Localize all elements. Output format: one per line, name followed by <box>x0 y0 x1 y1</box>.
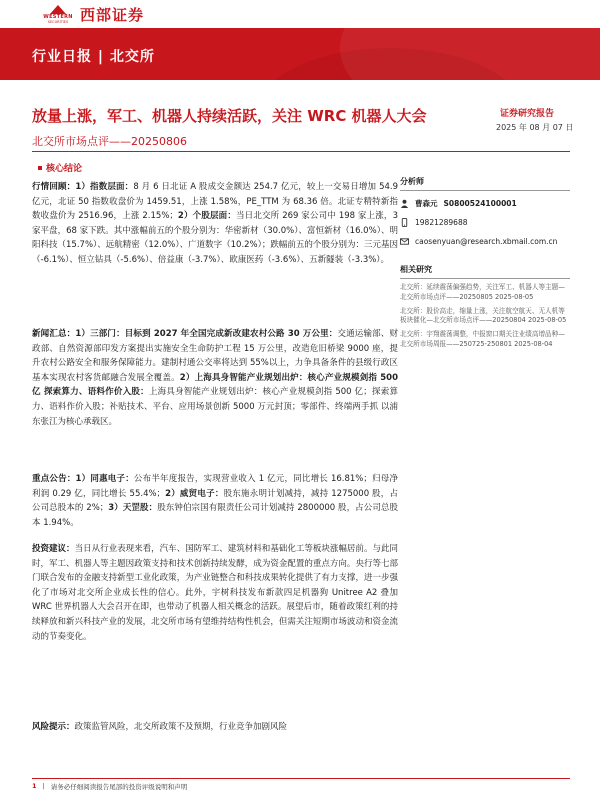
related-item[interactable]: 北交所：股价高走，缩量上涨，关注航空航天、无人机等板块催化—北交所市场点评——20250804 2025-08-05 <box>400 306 567 325</box>
title-divider <box>32 151 570 152</box>
header-banner <box>0 28 600 80</box>
risk-label: 风险提示： <box>32 722 75 732</box>
company-sub2: 2）威贸电子： <box>165 488 224 499</box>
brand-name-cn: 西部证券 <box>80 5 145 24</box>
banner-text: 行业日报 | 北交所 <box>32 49 155 65</box>
report-type: 证券研究报告 <box>500 109 555 119</box>
page-title: 放量上涨，军工、机器人持续活跃，关注 WRC 机器人大会 <box>32 107 427 125</box>
market-label: 行情回顾： <box>32 182 76 192</box>
email-icon <box>400 237 409 246</box>
related-research <box>400 264 570 350</box>
analyst-email[interactable]: caosenyuan@research.xbmail.com.cn <box>415 237 558 246</box>
market-sub2: 2）个股层面： <box>177 211 236 222</box>
bullet-square-icon <box>38 166 42 170</box>
section-heading-text: 核心结论 <box>46 164 83 174</box>
brand-logo <box>42 3 192 25</box>
paragraph-announcements <box>32 472 398 530</box>
company-sub1: 1）同惠电子： <box>75 474 134 484</box>
company-text2: 股东施永明计划减持，减持 1275000 股，占公司总股本的 2%； <box>32 488 398 514</box>
analyst-heading: 分析师 <box>400 177 424 186</box>
footer-disclaimer: 请务必仔细阅读报告尾部的投资评级说明和声明 <box>50 783 188 791</box>
advice-text: 当日从行业表现来看，汽车、国防军工、建筑材料和基础化工等板块涨幅居前。与此同时，军工、机器人等主题因政策支持和技术创新持续发酵，成为资金配置的重点方向。央行等七部门联合发布的金融支持新型工业化政策，为产业链整合和科技成果转化提供了有力支撑，进一步强化了市场对北交所企业成长性的信心。此外，宇树科技发布新款四足机器狗 Unitree A2 叠加 WRC 世界机器人大会召开在即，也带动了机器人相关概念的活跃。展望后市，随着政策红利的持续释放和新兴科技产业的发展，北交所市场有望维持结构性机会，但需关注短期市场波动和资金流动的节奏变化。 <box>32 544 398 642</box>
related-item[interactable]: 北交所：宇翔震荡调整，中报窗口期关注业绩高增品种—北交所市场周报——250725-250801 2025-08-04 <box>400 330 565 348</box>
news-label: 新闻汇总： <box>32 329 76 339</box>
analyst-email-row <box>400 235 570 248</box>
company-text3: 股东钟伯宗国有限责任公司计划减持 2800000 股，占公司总股本 1.94%。 <box>32 503 398 528</box>
paragraph-risk <box>32 720 398 735</box>
news-text2: 上海具身智能产业规划出炉：核心产业规模剑指 500 亿；探索算力、语料作价入股；补贴技术、平台、应用场景创新 5000 万元封顶；零部件、终端两手抓 以浦东张江为核心承载区。 <box>32 387 398 427</box>
paragraph-advice <box>32 542 398 644</box>
logo-mark-icon <box>42 4 74 24</box>
paragraph-market-review <box>32 180 398 268</box>
footer <box>32 782 187 791</box>
footer-separator: | <box>42 782 45 790</box>
market-text1: 8 月 6 日北证 A 股成交金额达 254.7 亿元，较上一交易日增加 54.9 亿元，北证 50 指数收盘价为 1459.51，上涨 1.58%，PE_TTM 为 68.36 倍。北证专精特新指数收盘价为 2516.96，上涨 2.15%； <box>32 182 398 222</box>
footer-divider <box>32 778 570 779</box>
page-subtitle: 北交所市场点评——20250806 <box>32 135 187 148</box>
news-sub2: 2）上海具身智能产业规划出炉：核心产业规模剑指 500 亿 探索算力、语料作价入股： <box>32 372 398 398</box>
advice-label: 投资建议： <box>32 544 75 554</box>
company-text1: 公布半年度报告，实现营业收入 1 亿元，同比增长 16.81%；归母净利润 0.29 亿，同比增长 55.4%； <box>32 474 398 499</box>
company-label: 重点公告： <box>32 474 76 484</box>
paragraph-news <box>32 327 398 429</box>
brand-name-en2: SECURITIES <box>47 19 69 24</box>
analyst-phone: 19821289688 <box>415 218 468 227</box>
market-text2: 当日北交所 269 家公司中 198 家上涨，3 家平盘，68 家下跌。其中涨幅前五的个股分别为：华密新材（30.0%）、富恒新材（16.0%）、明阳科技（15.7%）、远航精密（12.0%）、广道数字（10.2%）；跌幅前五的个股分别为：三元基因（-6.1%）、恒立钻具（-5.6%）、倍益康（-3.7%）、欧康医药（-3.6%）、五新隧装（-3.3%）。 <box>32 211 399 265</box>
page-number: 1 <box>32 782 37 790</box>
sidebar <box>400 176 570 350</box>
analyst-phone-row <box>400 216 570 229</box>
risk-text: 政策监管风险，北交所政策不及预期，行业竞争加剧风险 <box>74 722 288 732</box>
brand-name-en: WESTERN <box>43 13 73 20</box>
company-sub3: 3）天罡股： <box>108 503 158 514</box>
person-icon <box>400 199 409 208</box>
report-date: 2025 年 08 月 07 日 <box>496 123 574 132</box>
phone-icon <box>400 218 409 227</box>
analyst-name-row <box>400 197 570 210</box>
related-item[interactable]: 北交所：延续震荡偏强趋势，关注军工、机器人等主题—北交所市场点评——20250805 2025-08-05 <box>400 283 565 301</box>
analyst-cert: S0800524100001 <box>443 199 517 208</box>
market-sub1: 1）指数层面： <box>75 182 134 192</box>
news-sub1: 1）三部门：目标到 2027 年全国完成新改建农村公路 30 万公里： <box>75 329 338 339</box>
section-heading <box>38 161 82 174</box>
related-heading: 相关研究 <box>400 265 432 274</box>
analyst-name: 曹森元 <box>415 199 438 208</box>
news-text1: 交通运输部、财政部、自然资源部印发方案提出实施安全生命防护工程 15 万公里，改造危旧桥梁 9000 座，提升农村公路安全和服务保障能力。建制村通公交率将达到 55%以上，力争具备条件的县级行政区基本实现农村客货邮融合发展全覆盖。 <box>32 329 398 383</box>
